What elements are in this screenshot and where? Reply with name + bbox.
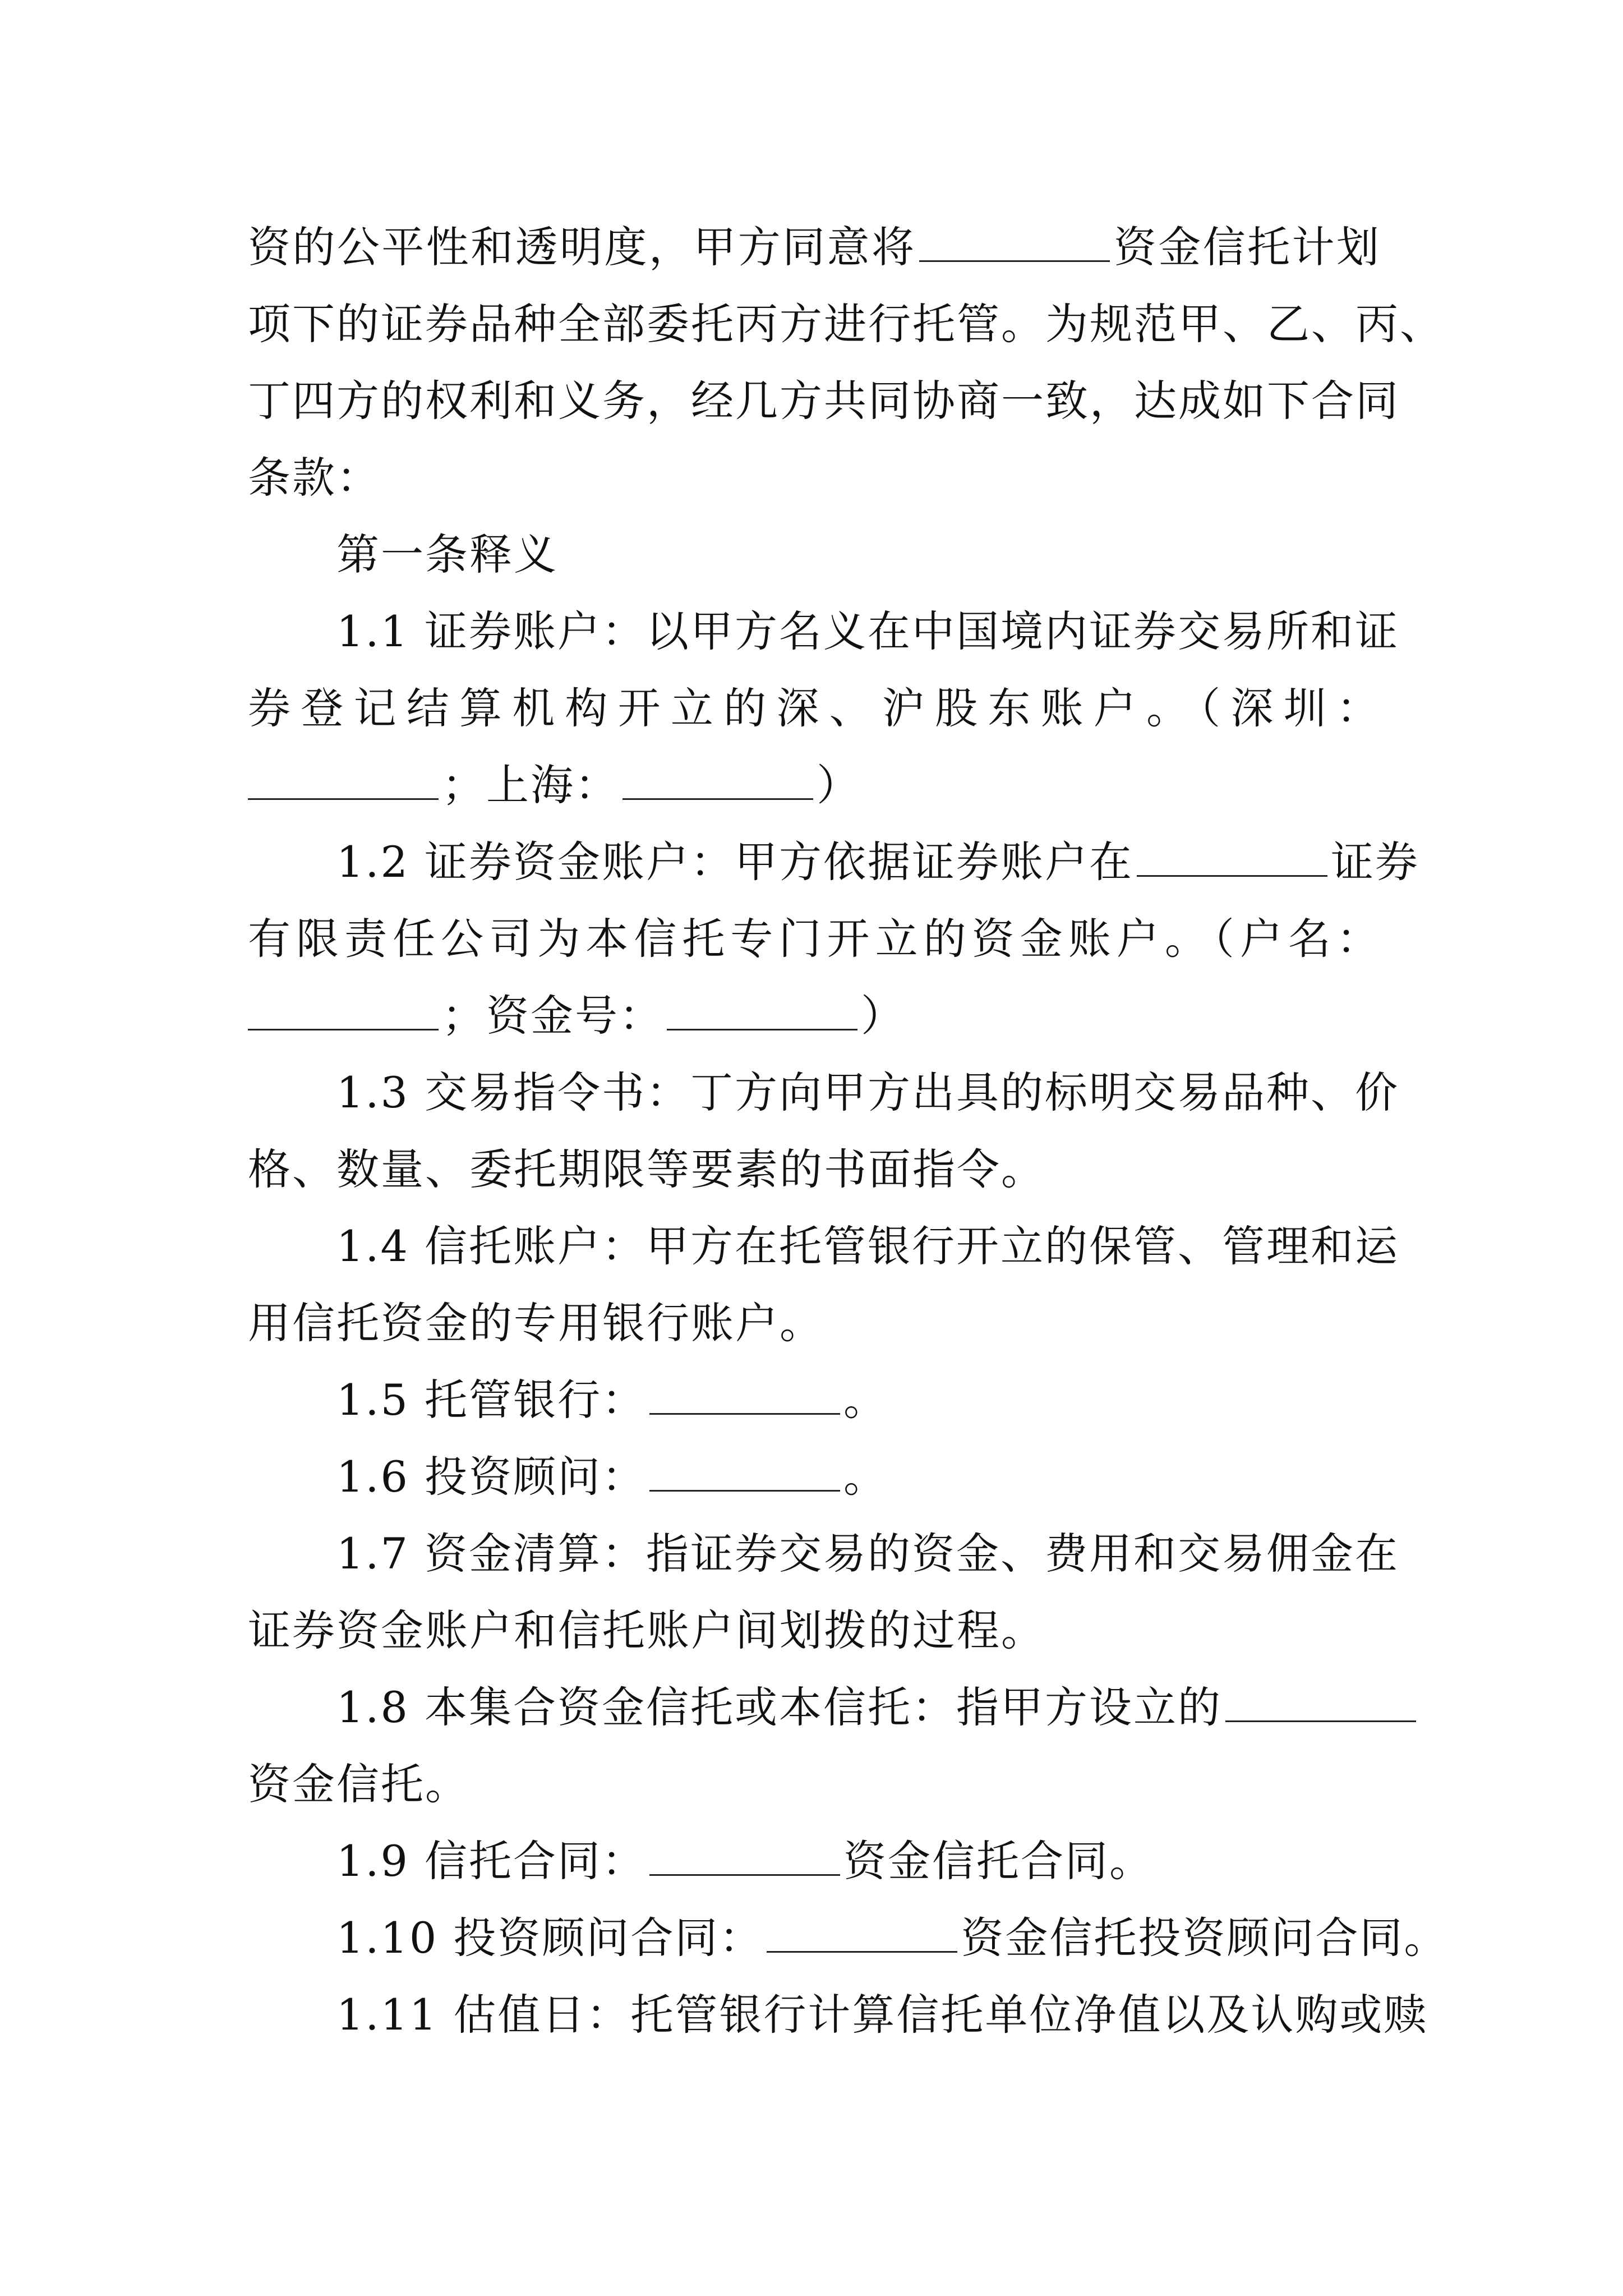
line-text: 1.2 证券资金账户：甲方依据证券账户在 xyxy=(336,837,1134,887)
section-heading xyxy=(248,516,1381,593)
line-text: 条款： xyxy=(248,453,381,503)
clause-line xyxy=(248,900,1381,977)
line-text: 资金信托计划 xyxy=(1113,222,1381,272)
clause-line xyxy=(248,1515,1400,1592)
clause-line xyxy=(248,1746,1381,1823)
clause-line xyxy=(248,1899,1449,1976)
line-text: ；上海： xyxy=(442,760,619,810)
fill-blank xyxy=(667,1028,857,1030)
line-text: 资金信托。 xyxy=(248,1759,469,1809)
line-text: 项下的证券品种全部委托丙方进行托管。为规范甲、乙、丙、 xyxy=(248,299,1444,349)
fill-blank xyxy=(767,1950,957,1953)
line-text: 。 xyxy=(843,1452,888,1502)
clause-line xyxy=(248,593,1400,670)
line-text: 1.9 信托合同： xyxy=(336,1836,647,1886)
clause-line xyxy=(248,1823,1381,1899)
line-text: 1.1 证券账户：以甲方名义在中国境内证券交易所和证 xyxy=(336,606,1400,656)
clause-line xyxy=(248,670,1381,747)
clause-line xyxy=(248,1361,1381,1438)
line-text: 1.7 资金清算：指证券交易的资金、费用和交易佣金在 xyxy=(336,1529,1400,1579)
clause-line xyxy=(248,747,1381,823)
line-text: 1.6 投资顾问： xyxy=(336,1452,647,1502)
line-text: 1.8 本集合资金信托或本信托：指甲方设立的 xyxy=(336,1682,1223,1732)
line-text: 券登记结算机构开立的深、沪股东账户。（深圳： xyxy=(248,683,1381,733)
fill-blank xyxy=(248,798,439,800)
clause-line xyxy=(248,1592,1381,1669)
line-text: 资金信托合同。 xyxy=(843,1836,1154,1886)
paragraph-line xyxy=(248,362,1400,439)
fill-blank xyxy=(649,1489,840,1492)
clause-line xyxy=(248,1131,1381,1208)
clause-line xyxy=(248,1438,1381,1515)
line-text: 格、数量、委托期限等要素的书面指令。 xyxy=(248,1144,1045,1194)
paragraph-line xyxy=(248,439,1381,516)
line-text: 1.3 交易指令书：丁方向甲方出具的标明交易品种、价 xyxy=(336,1068,1400,1117)
line-text: 资的公平性和透明度，甲方同意将 xyxy=(248,222,916,272)
fill-blank xyxy=(623,798,813,800)
clause-line xyxy=(248,1669,1381,1746)
line-text: 证券资金账户和信托账户间划拨的过程。 xyxy=(248,1605,1045,1655)
line-text: 有限责任公司为本信托专门开立的资金账户。（户名： xyxy=(248,914,1381,964)
clause-line xyxy=(248,1054,1400,1131)
heading-text: 第一条释义 xyxy=(336,530,558,579)
fill-blank xyxy=(649,1874,840,1876)
clause-line xyxy=(248,1976,1428,2053)
line-text: 。 xyxy=(843,1375,888,1425)
line-text: 1.4 信托账户：甲方在托管银行开立的保管、管理和运 xyxy=(336,1221,1400,1271)
clause-line xyxy=(248,1208,1400,1285)
fill-blank xyxy=(1137,875,1327,877)
fill-blank xyxy=(649,1412,840,1415)
line-text: ；资金号： xyxy=(442,991,663,1041)
paragraph-line xyxy=(248,209,1381,286)
line-text: 1.11 估值日：托管银行计算信托单位净值以及认购或赎 xyxy=(336,1990,1428,2040)
contract-body xyxy=(248,209,1449,2053)
line-text: 资金信托投资顾问合同。 xyxy=(961,1913,1449,1963)
fill-blank xyxy=(1225,1720,1416,1722)
line-text: 证券 xyxy=(1331,837,1420,887)
line-text: 1.10 投资顾问合同： xyxy=(336,1913,764,1963)
fill-blank xyxy=(919,260,1110,262)
line-text: ） xyxy=(861,991,905,1041)
line-text: 用信托资金的专用银行账户。 xyxy=(248,1298,824,1348)
paragraph-line xyxy=(248,286,1444,362)
line-text: 1.5 托管银行： xyxy=(336,1375,647,1425)
fill-blank xyxy=(248,1028,439,1030)
line-text: 丁四方的权利和义务，经几方共同协商一致，达成如下合同 xyxy=(248,376,1400,426)
line-text: ） xyxy=(817,760,861,810)
clause-line xyxy=(248,1285,1381,1361)
clause-line xyxy=(248,977,1381,1054)
clause-line xyxy=(248,823,1420,900)
